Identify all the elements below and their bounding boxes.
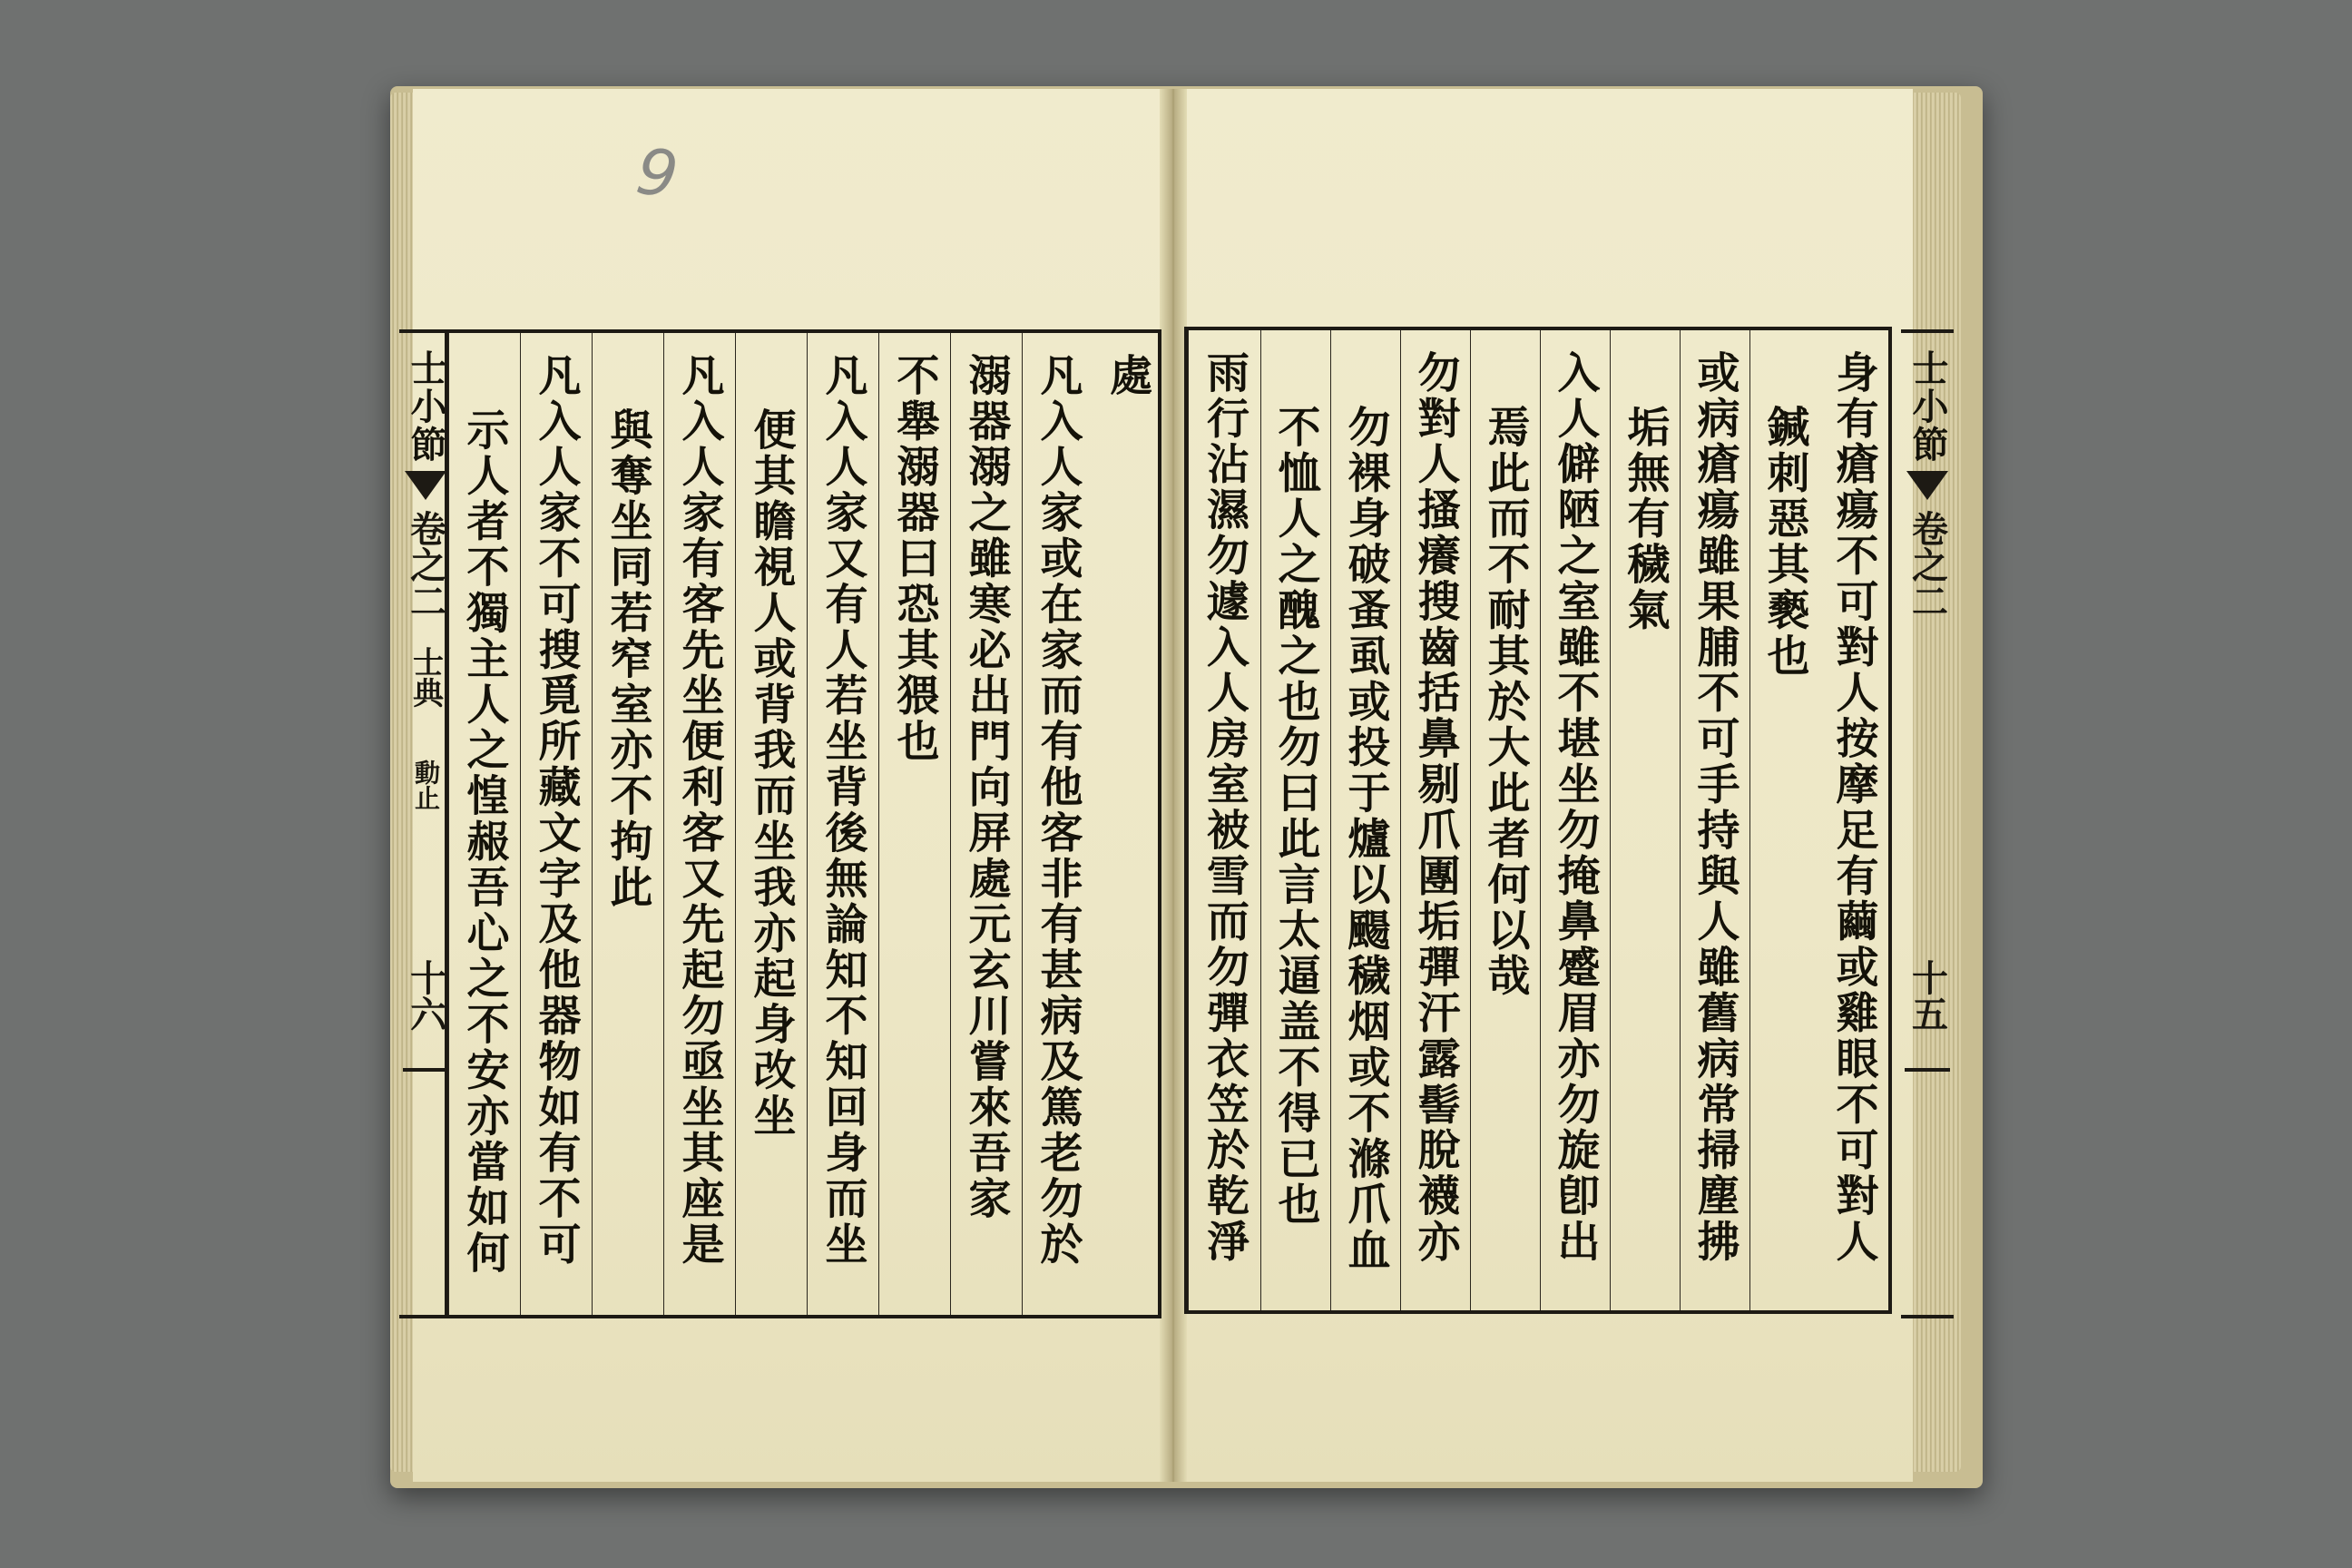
column-text: 垢無有穢氣 <box>1620 405 1671 633</box>
column-text: 焉此而不耐其於大此者何以哉 <box>1480 405 1531 1000</box>
book-gutter <box>1160 89 1187 1482</box>
column-text: 凡入人家不可搜覓所藏文字及他器物如有不可 <box>531 353 582 1268</box>
column-text: 溺器溺之雖寒必出門向屏處元玄川嘗來吾家 <box>961 353 1012 1222</box>
column-text: 凡入人家有客先坐便利客又先起勿亟坐其座是 <box>674 353 725 1268</box>
text-column <box>1540 330 1610 1310</box>
column-text: 不舉溺器曰恐其猥也 <box>889 353 940 765</box>
right-text-frame <box>1184 327 1892 1314</box>
text-column <box>448 333 520 1315</box>
text-column <box>878 333 950 1315</box>
column-text: 不恤人之醜之也勿曰此言太逼盖不得已也 <box>1270 405 1321 1229</box>
column-text: 與奪坐同若窄室亦不拘此 <box>603 407 653 911</box>
column-text: 入人僻陋之室雖不堪坐勿掩鼻蹙眉亦勿旋卽出 <box>1550 350 1601 1265</box>
book-title-label: 士小節 <box>1906 349 1949 464</box>
text-column <box>1330 330 1400 1310</box>
folio-number: 十五 <box>1906 959 1949 1032</box>
column-text: 或病瘡瘍雖果脯不可手持與人雖舊病常掃塵拂 <box>1690 350 1740 1265</box>
column-text: 身有瘡瘍不可對人按摩足有繭或雞眼不可對人 <box>1828 350 1879 1265</box>
column-text: 勿對人搔癢搜齒括鼻剔爪團垢彈汗露髻脫襪亦 <box>1410 350 1461 1265</box>
text-column <box>1188 330 1260 1310</box>
text-column <box>663 333 735 1315</box>
column-text: 示人者不獨主人之惶赧吾心之不安亦當如何 <box>459 407 510 1277</box>
column-text: 便其瞻視人或背我而坐我亦起身改坐 <box>746 407 797 1140</box>
text-column <box>1610 330 1680 1310</box>
volume-label: 卷之二 <box>404 510 447 619</box>
right-margin-tab <box>1901 329 1954 1318</box>
text-column <box>950 333 1022 1315</box>
fish-tail-mark <box>405 471 446 500</box>
fish-tail-mark <box>1906 471 1948 500</box>
subsection-label: 動止 <box>411 760 441 810</box>
margin-rule <box>1905 1068 1950 1072</box>
column-text: 勿裸身破蚤虱或投于爐以颺穢烟或不滌爪血 <box>1340 405 1391 1274</box>
section-label: 士典 <box>407 646 444 708</box>
left-text-frame <box>445 329 1161 1318</box>
column-text: 凡入人家或在家而有他客非有甚病及篤老勿於 <box>1033 353 1083 1268</box>
margin-rule <box>403 1068 448 1072</box>
text-column <box>1680 330 1749 1310</box>
column-text: 凡入人家又有人若坐背後無論知不知回身而坐 <box>818 353 868 1268</box>
text-column <box>1260 330 1330 1310</box>
text-column <box>1749 330 1819 1310</box>
volume-label: 卷之二 <box>1906 510 1949 619</box>
text-column <box>735 333 807 1315</box>
text-column <box>520 333 592 1315</box>
text-column <box>1470 330 1540 1310</box>
column-text: 雨行沾濕勿遽入人房室被雪而勿彈衣笠於乾淨 <box>1200 350 1250 1265</box>
text-column <box>1022 333 1093 1315</box>
book-title-label: 士小節 <box>405 349 447 464</box>
folio-number: 十六 <box>404 959 447 1032</box>
text-column <box>1400 330 1470 1310</box>
column-text: 鍼刺惡其褻也 <box>1759 405 1810 680</box>
pencil-mark: 9 <box>632 133 683 213</box>
text-column <box>592 333 663 1315</box>
text-column <box>1093 333 1161 1315</box>
text-column <box>807 333 878 1315</box>
text-column <box>1819 330 1888 1310</box>
column-text: 處 <box>1102 353 1152 399</box>
